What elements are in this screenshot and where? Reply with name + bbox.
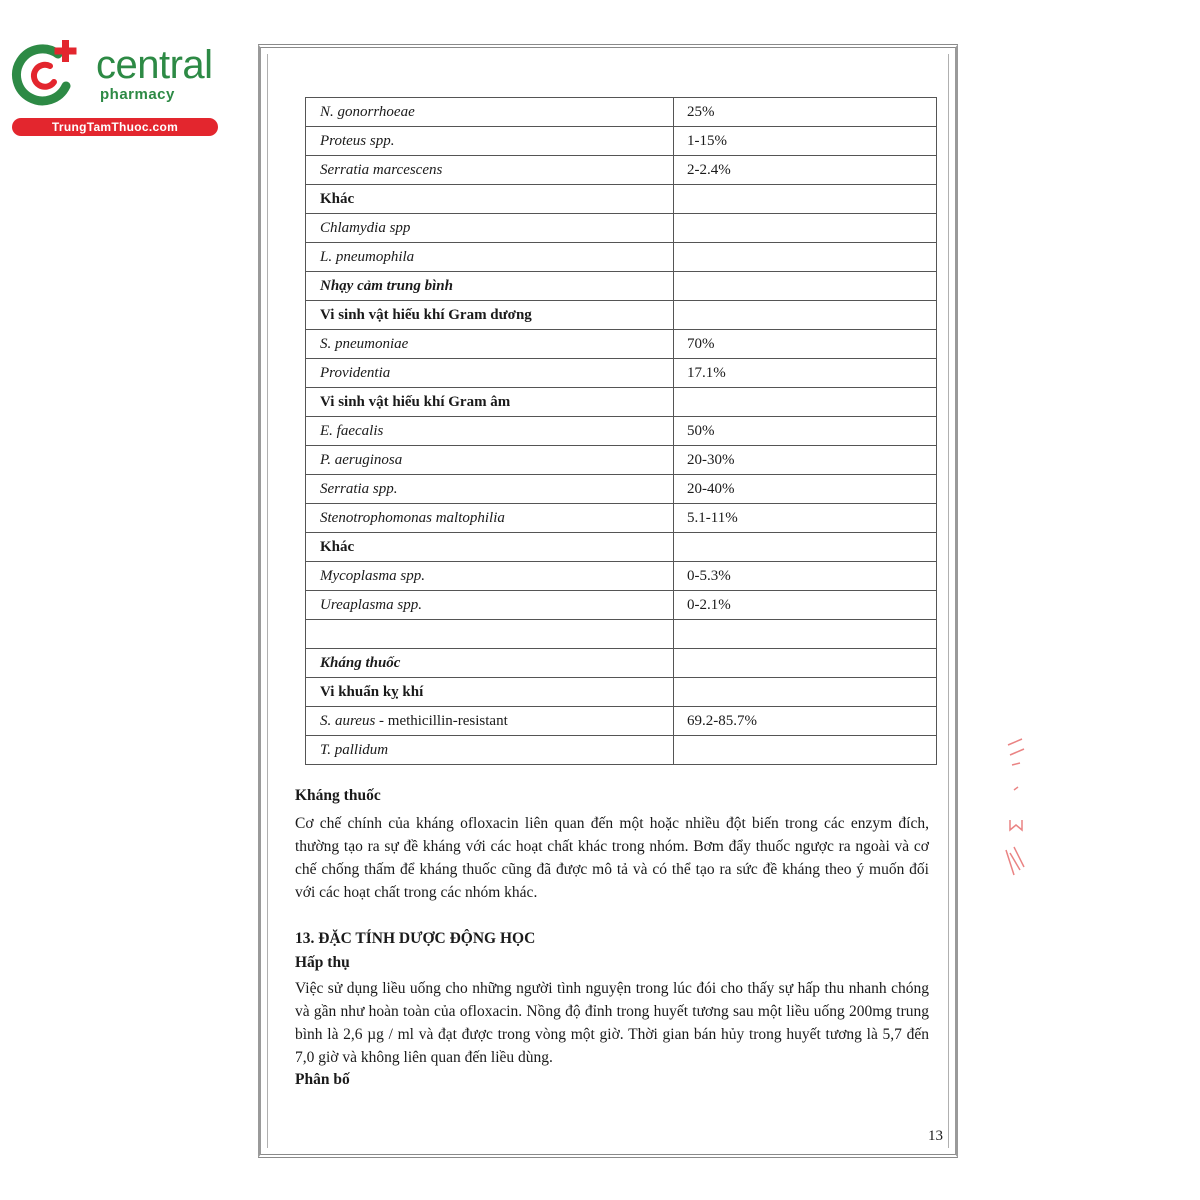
resistance-heading: Kháng thuốc: [295, 787, 381, 804]
susceptibility-table-body: [306, 98, 937, 765]
table-row: [306, 214, 937, 243]
organism-name: Ureaplasma spp.: [320, 597, 422, 613]
table-row: [306, 127, 937, 156]
resistance-rate-cell: 5.1-11%: [674, 504, 937, 533]
organism-cell: [306, 98, 674, 127]
table-row: [306, 301, 937, 330]
organism-name: L. pneumophila: [320, 249, 415, 265]
resistance-rate-cell: [674, 301, 937, 330]
resistance-paragraph: Cơ chế chính của kháng ofloxacin liên quan đến một hoặc nhiều đột biến trong các enzym đích, thường tạo ra sự đề kháng với các hoạt chất khác trong nhóm. Bơm đẩy thuốc ngược ra ngoài và cơ chế chống thấm để kháng thuốc cũng đã được mô tả và có thể tạo ra sức đề kháng theo ý muốn đối với các hoạt chất trong các nhóm khác.: [295, 815, 929, 901]
organism-cell: [306, 214, 674, 243]
table-row: [306, 359, 937, 388]
logo-name: central: [96, 43, 213, 87]
organism-name: S. aureus: [320, 713, 376, 729]
organism-name: Serratia marcescens: [320, 162, 443, 178]
organism-name-suffix: - methicillin-resistant: [375, 713, 508, 729]
organism-cell: [306, 330, 674, 359]
organism-cell: [306, 475, 674, 504]
table-row: [306, 533, 937, 562]
resistance-rate-cell: [674, 388, 937, 417]
organism-cell: [306, 504, 674, 533]
organism-cell: [306, 359, 674, 388]
pharmacokinetics-heading: 13. ĐẶC TÍNH DƯỢC ĐỘNG HỌC: [295, 930, 536, 947]
organism-cell: [306, 591, 674, 620]
table-row: [306, 678, 937, 707]
logo-subtitle: pharmacy: [100, 86, 175, 103]
resistance-rate-cell: [674, 272, 937, 301]
resistance-rate-cell: [674, 243, 937, 272]
resistance-rate-cell: 70%: [674, 330, 937, 359]
organism-cell: [306, 301, 674, 330]
resistance-rate-cell: 25%: [674, 98, 937, 127]
resistance-rate-cell: 20-30%: [674, 446, 937, 475]
central-pharmacy-logo: [10, 38, 215, 138]
organism-cell: [306, 185, 674, 214]
distribution-heading: Phân bố: [295, 1071, 350, 1088]
organism-name: Stenotrophomonas maltophilia: [320, 510, 505, 526]
organism-name: Mycoplasma spp.: [320, 568, 425, 584]
resistance-rate-cell: 0-2.1%: [674, 591, 937, 620]
table-row: [306, 243, 937, 272]
table-row: [306, 417, 937, 446]
resistance-rate-cell: [674, 214, 937, 243]
organism-cell: [306, 649, 674, 678]
absorption-paragraph: Việc sử dụng liều uống cho những người tình nguyện trong lúc đói cho thấy sự hấp thu nhanh chóng và gần như hoàn toàn của ofloxacin. Nồng độ đỉnh trong huyết tương sau một liều uống 200mg trung bình là 2,6 µg / ml và đạt được trong vòng một giờ. Thời gian bán hủy trong huyết tương là 5,7 đến 7,0 giờ và không liên quan đến liều dùng.: [295, 980, 929, 1066]
table-row: [306, 562, 937, 591]
organism-name: P. aeruginosa: [320, 452, 403, 468]
organism-cell: [306, 707, 674, 736]
resistance-rate-cell: 69.2-85.7%: [674, 707, 937, 736]
organism-name: N. gonorrhoeae: [320, 104, 415, 120]
organism-name: Kháng thuốc: [320, 655, 401, 671]
table-row: [306, 98, 937, 127]
table-row: [306, 591, 937, 620]
table-row: [306, 649, 937, 678]
resistance-rate-cell: 1-15%: [674, 127, 937, 156]
table-row: [306, 185, 937, 214]
organism-cell: [306, 446, 674, 475]
organism-cell: [306, 678, 674, 707]
organism-name: Vi khuẩn kỵ khí: [320, 684, 424, 700]
resistance-rate-cell: [674, 736, 937, 765]
resistance-rate-cell: 2-2.4%: [674, 156, 937, 185]
organism-cell: [306, 562, 674, 591]
organism-name: Vi sinh vật hiếu khí Gram dương: [320, 307, 532, 323]
table-row: [306, 446, 937, 475]
table-row: [306, 388, 937, 417]
absorption-heading: Hấp thụ: [295, 954, 350, 971]
organism-name: Serratia spp.: [320, 481, 398, 497]
table-row: [306, 736, 937, 765]
resistance-rate-cell: 50%: [674, 417, 937, 446]
table-row: [306, 156, 937, 185]
organism-name: Chlamydia spp: [320, 220, 411, 236]
pharmacy-cross-logo-icon: [10, 38, 80, 108]
organism-cell: [306, 736, 674, 765]
organism-name: T. pallidum: [320, 742, 389, 758]
resistance-rate-cell: [674, 533, 937, 562]
organism-name: Nhạy cảm trung bình: [320, 278, 453, 294]
red-stamp-fragment-icon: [1000, 735, 1035, 885]
resistance-rate-cell: [674, 185, 937, 214]
organism-cell: [306, 127, 674, 156]
table-row: [306, 707, 937, 736]
organism-name: Providentia: [320, 365, 391, 381]
table-row: [306, 475, 937, 504]
resistance-rate-cell: 17.1%: [674, 359, 937, 388]
page-number: 13: [928, 1128, 943, 1144]
resistance-rate-cell: [674, 678, 937, 707]
resistance-rate-cell: 20-40%: [674, 475, 937, 504]
logo-badge: TrungTamThuoc.com: [12, 118, 218, 136]
organism-name: S. pneumoniae: [320, 336, 409, 352]
organism-cell: [306, 272, 674, 301]
organism-cell: [306, 533, 674, 562]
organism-name: Proteus spp.: [320, 133, 395, 149]
table-row: [306, 620, 937, 649]
organism-name: Khác: [320, 191, 355, 207]
organism-cell: [306, 156, 674, 185]
organism-name: Vi sinh vật hiếu khí Gram âm: [320, 394, 511, 410]
organism-name: Khác: [320, 539, 355, 555]
table-row: [306, 504, 937, 533]
organism-cell: [306, 388, 674, 417]
organism-cell: [306, 243, 674, 272]
resistance-rate-cell: [674, 620, 937, 649]
resistance-rate-cell: 0-5.3%: [674, 562, 937, 591]
susceptibility-table: [305, 97, 937, 765]
resistance-rate-cell: [674, 649, 937, 678]
organism-cell: [306, 620, 674, 649]
table-row: [306, 272, 937, 301]
organism-cell: [306, 417, 674, 446]
table-row: [306, 330, 937, 359]
organism-name: E. faecalis: [320, 423, 384, 439]
